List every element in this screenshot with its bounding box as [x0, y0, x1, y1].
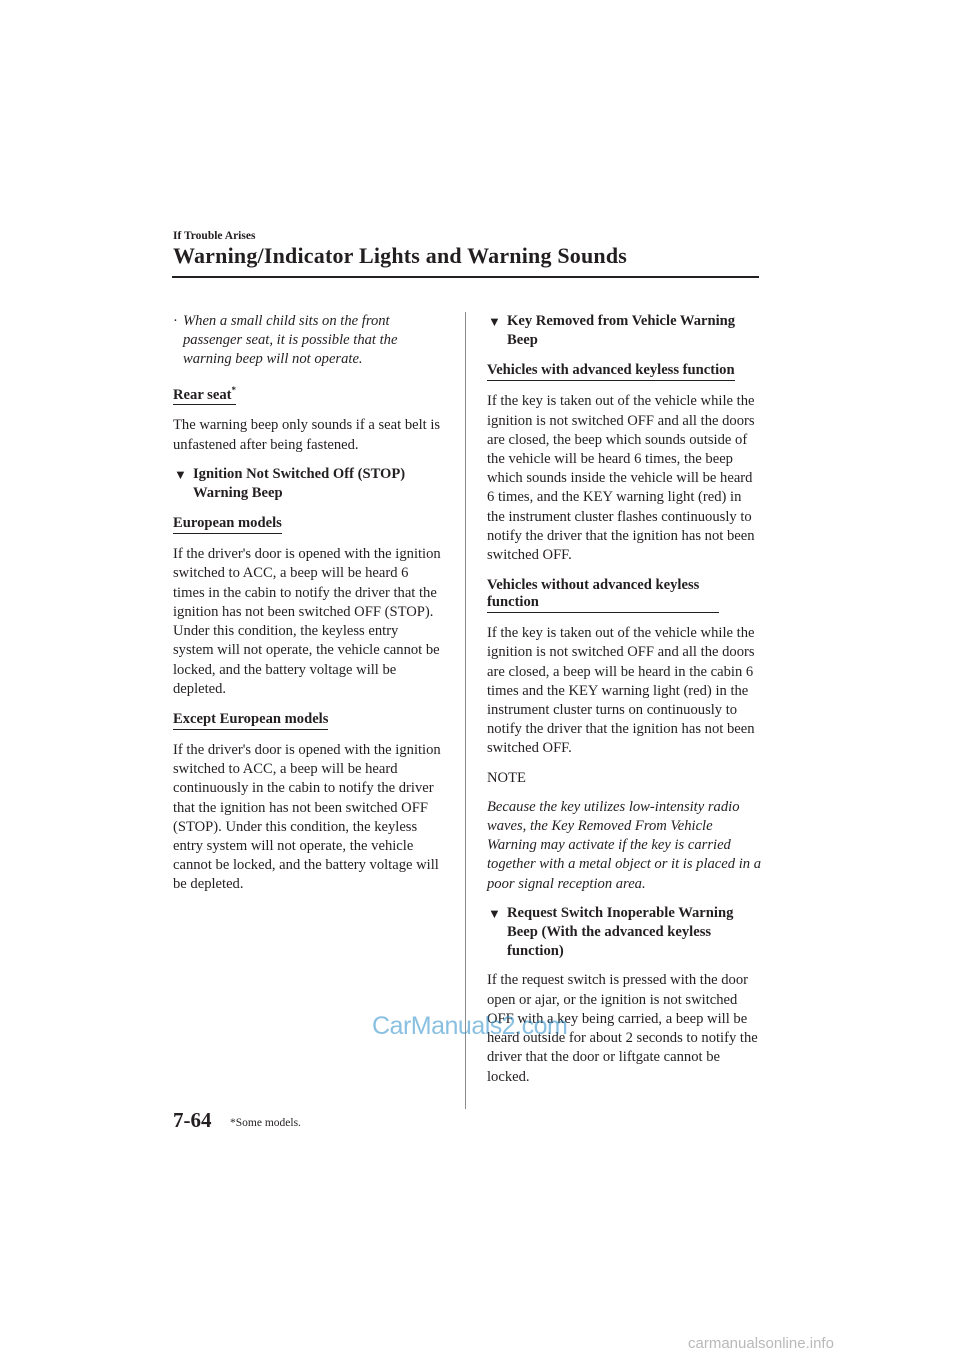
some-models-mark: * [231, 384, 236, 395]
request-switch-heading: ▼ Request Switch Inoperable Warning Beep (With the advanced keyless function) [488, 904, 734, 960]
page-number: 7-64 [173, 1108, 212, 1132]
note-text: Because the key utilizes low-intensity radio waves, the Key Removed From Vehicle Warning may activate if the key is carried together with a metal object or it is placed in a poor signal reception area. [487, 798, 762, 892]
european-text: If the driver's door is opened with the ignition switched to ACC, a beep will be heard 6 times in the cabin to notify the driver that the ignition has not been switched OFF (STOP). Under this condition, the keyless entry system will not operate, the vehicle cannot be locked, and the battery voltage will be depleted. [173, 546, 441, 697]
bullet-text: When a small child sits on the front passenger seat, it is possible that the warning beep will not operate. [183, 313, 398, 368]
european-heading: European models [173, 515, 282, 534]
right-column [487, 312, 762, 1097]
except-european-heading: Except European models [173, 711, 328, 730]
ignition-heading: ▼ Ignition Not Switched Off (STOP) Warning Beep [174, 465, 406, 502]
bullet-item [173, 312, 441, 370]
triangle-down-icon: ▼ [488, 905, 501, 921]
watermark-overlay: CarManuals2.com [372, 1012, 568, 1040]
watermark-bottom: carmanualsonline.info [688, 1335, 834, 1352]
with-advanced-text: If the key is taken out of the vehicle while the ignition is not switched OFF and all the doors are closed, the beep which sounds outside of the vehicle will be heard 6 times, the beep which sounds inside the vehicle will be heard 6 times, and the KEY warning light (red) in the instrument cluster flashes continuously to notify the driver that the ignition has not been switched OFF. [487, 393, 755, 564]
footnote: *Some models. [230, 1117, 301, 1129]
rear-seat-text: The warning beep only sounds if a seat belt is unfastened after being fastened. [173, 417, 441, 453]
bullet-dot-icon: · [173, 313, 178, 329]
page-title: Warning/Indicator Lights and Warning Sounds [173, 243, 628, 268]
column-divider [465, 312, 466, 1109]
triangle-down-icon: ▼ [174, 466, 187, 482]
request-switch-text: If the request switch is pressed with the door open or ajar, or the ignition is not switched OFF with a key being carried, a beep will be heard outside for about 2 seconds to notify the driver that the door or liftgate cannot be locked. [487, 972, 758, 1085]
note-label: NOTE [487, 769, 526, 786]
triangle-down-icon: ▼ [488, 314, 501, 329]
left-column [173, 312, 441, 905]
rear-seat-heading: Rear seat* [173, 382, 236, 406]
without-advanced-heading: Vehicles without advanced keyless function [487, 577, 719, 613]
title-rule [172, 276, 759, 278]
section-label: If Trouble Arises [173, 230, 256, 242]
without-advanced-text: If the key is taken out of the vehicle while the ignition is not switched OFF and all the doors are closed, a beep will be heard in the cabin 6 times and the KEY warning light (red) in the instrument cluster turns on continuously to notify the driver that the ignition has not been switched OFF. [487, 625, 755, 757]
key-removed-heading: ▼ Key Removed from Vehicle Warning Beep [488, 313, 736, 349]
with-advanced-heading: Vehicles with advanced keyless function [487, 362, 735, 381]
except-european-text: If the driver's door is opened with the ignition switched to ACC, a beep will be heard continuously in the cabin to notify the driver that the ignition has not been switched OFF (STOP). Under this condition, the keyless entry system will not operate, the vehicle cannot be locked, and the battery voltage will be depleted. [173, 741, 441, 893]
